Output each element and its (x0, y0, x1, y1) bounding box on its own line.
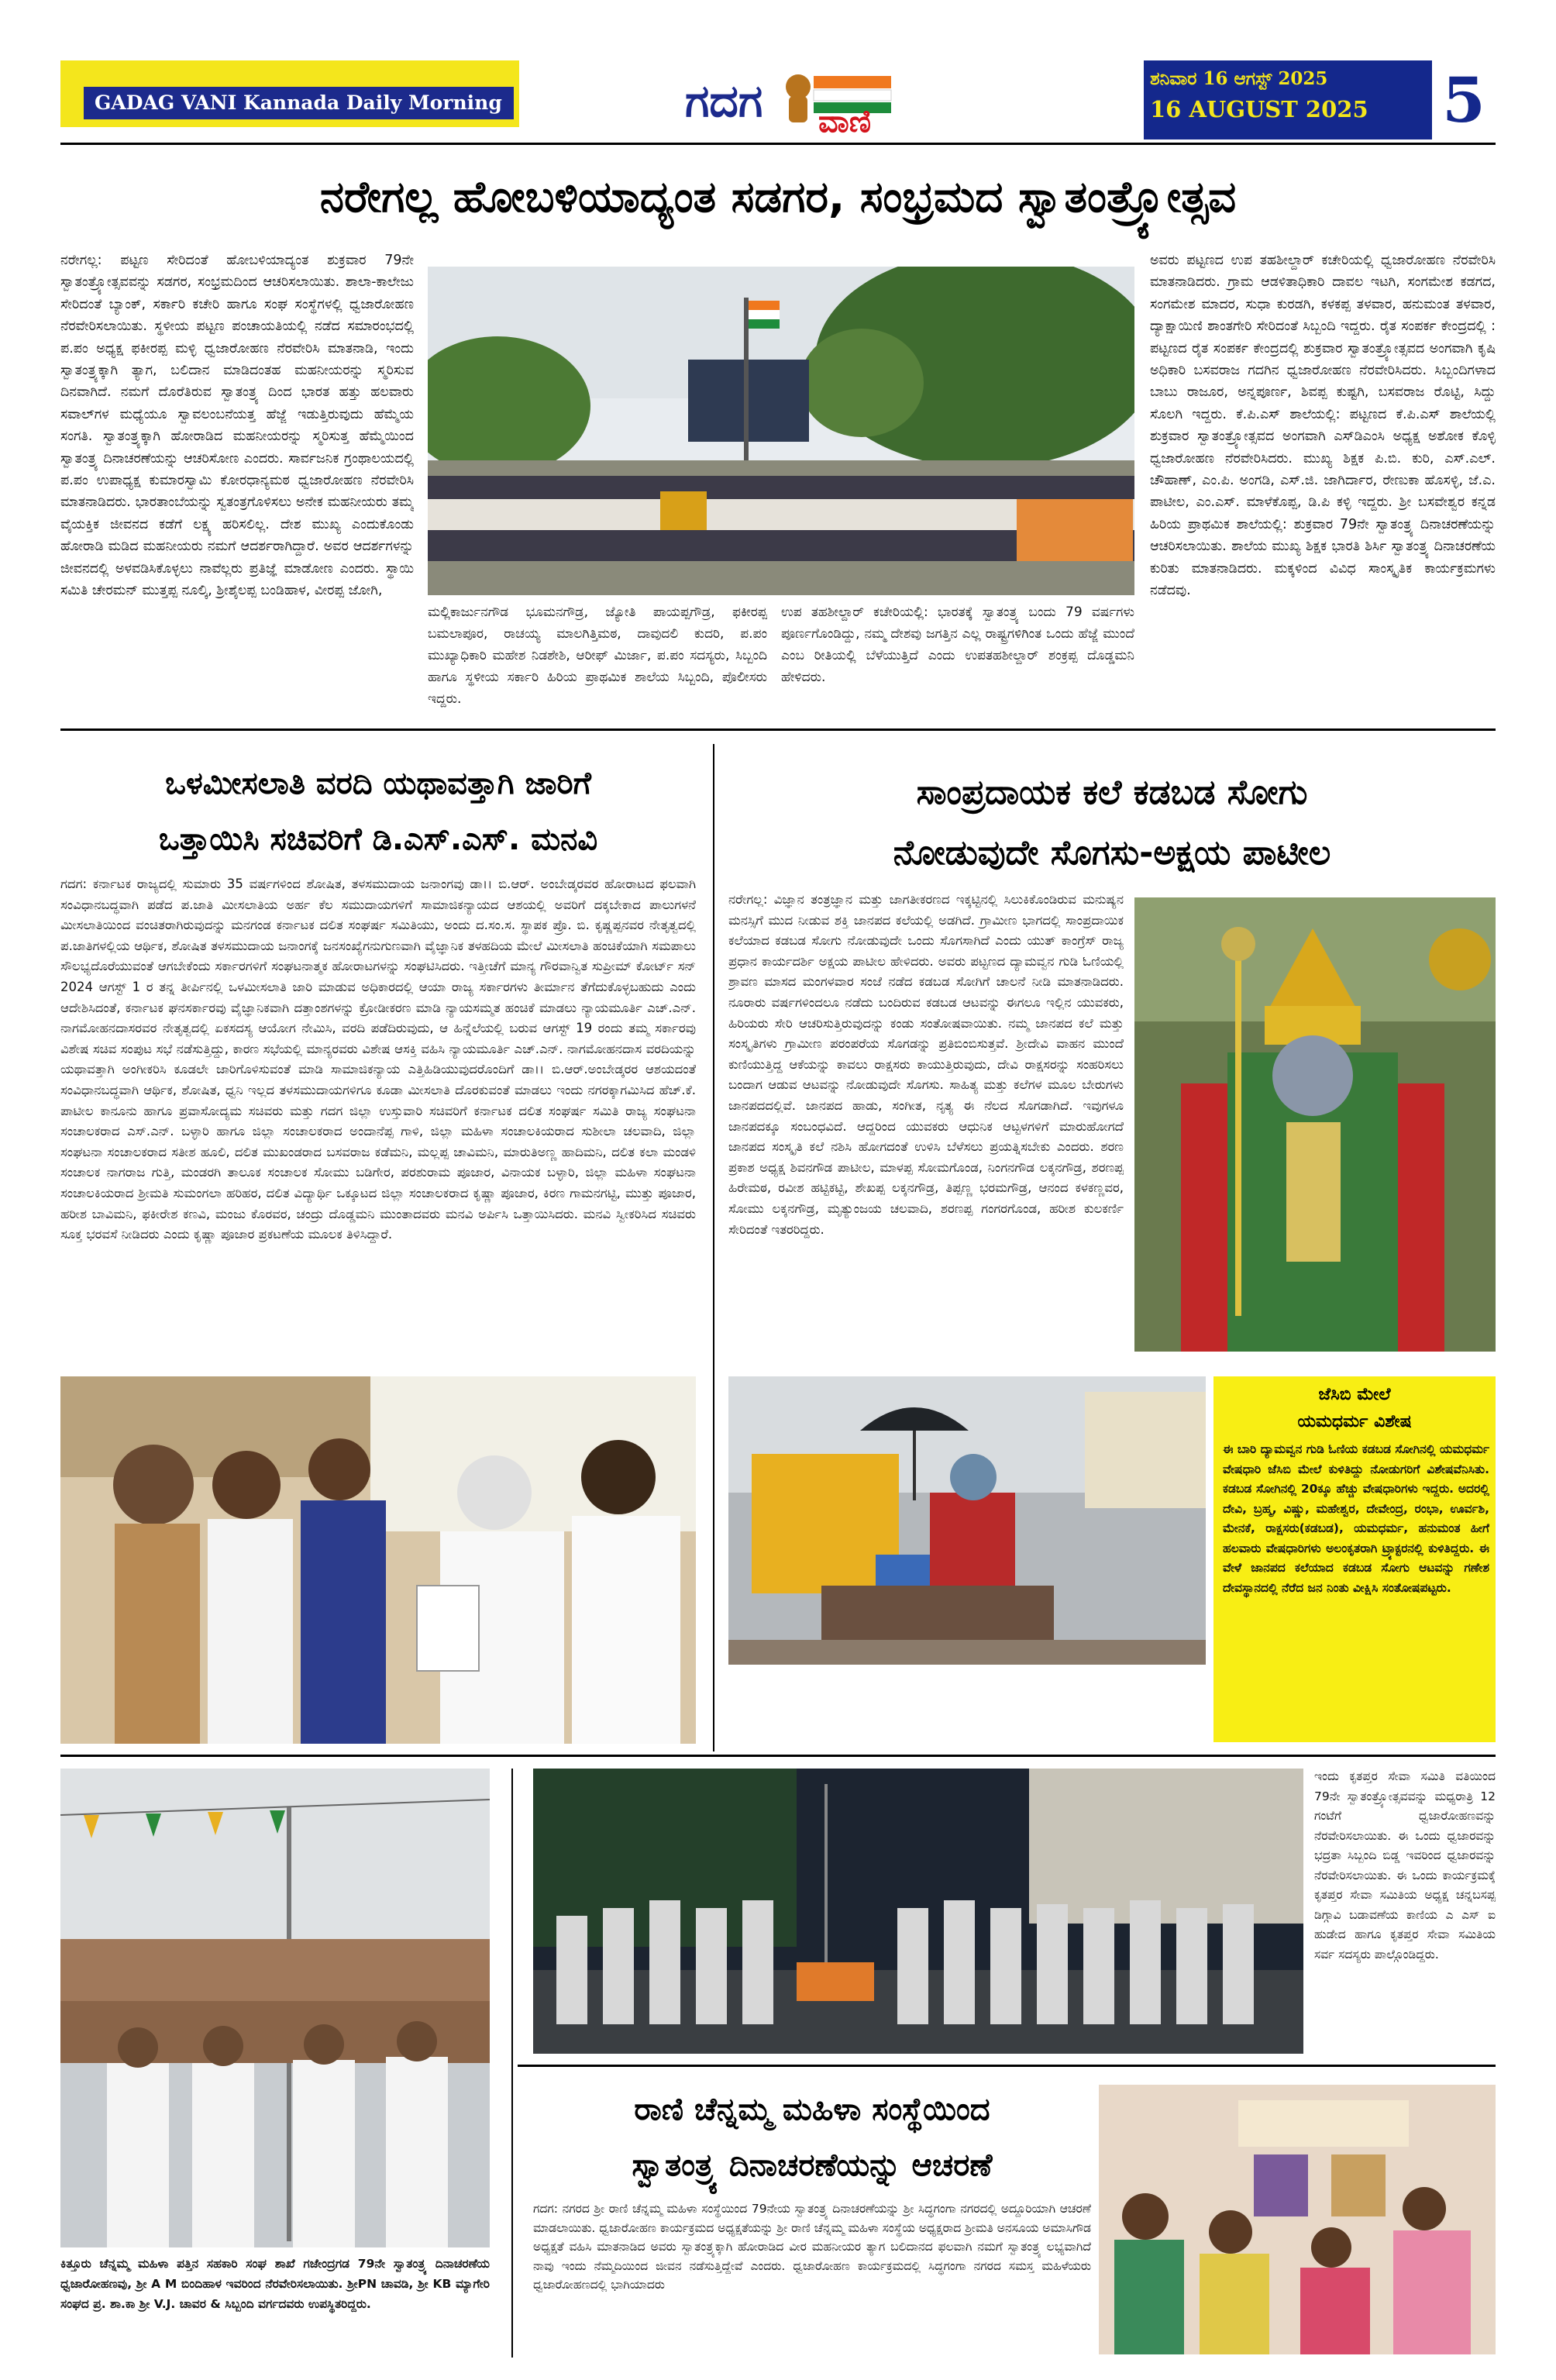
masthead-rule (60, 143, 1496, 145)
bottom-rule (518, 2065, 1496, 2067)
jcb-box-body: ಈ ಬಾರಿ ದ್ಯಾಮವ್ವನ ಗುಡಿ ಓಣಿಯ ಕಡಬಡ ಸೋಗಿನಲ್ಲಿ ಯಮಧರ್ಮ ವೇಷಧಾರಿ ಜೆಸಿಬಿ ಮೇಲೆ ಕುಳಿತಿದ್ದು ನೋಡುಗರಿಗೆ ವಿಶೇಷವೆನಿಸಿತು. ಕಡಬಡ ಸೋಗಿನಲ್ಲಿ 20ಕ್ಕೂ ಹೆಚ್ಚು ವೇಷಧಾರಿಗಳು ಇದ್ದರು. ಅದರಲ್ಲಿ ದೇವಿ, ಬ್ರಹ್ಮ, ವಿಷ್ಣು, ಮಹೇಶ್ವರ, ದೇವೇಂದ್ರ, ರಂಭಾ, ಊರ್ವಶಿ, ಮೇನಕೆ, ರಾಕ್ಷಸರು(ಕಡಬಡ), ಯಮಧರ್ಮ, ಹನುಮಂತ ಹೀಗೆ ಹಲವಾರು ವೇಷಧಾರಿಗಳು ಅಲಂಕೃತರಾಗಿ ಟ್ರ್ಯಾಕ್ಟರನಲ್ಲಿ ಕುಳಿತಿದ್ದರು. ಈ ವೇಳೆ ಜಾನಪದ ಕಲೆಯಾದ ಕಡಬಡ ಸೋಗು ಆಟವನ್ನು ಗಣೇಶ ದೇವಸ್ಥಾನದಲ್ಲಿ ನೆರೆದ ಜನ ನಿಂತು ವೀಕ್ಷಿಸಿ ಸಂತೋಷಪಟ್ಟರು. (1223, 1442, 1489, 1595)
page-number: 5 (1432, 60, 1496, 139)
yamadharma-costume-photo (1134, 897, 1496, 1352)
bottom-headline-line1: ರಾಣಿ ಚೆನ್ನಮ್ಮ ಮಹಿಳಾ ಸಂಸ್ಥೆಯಿಂದ (634, 2092, 990, 2127)
date-english: 16 AUGUST 2025 (1150, 96, 1368, 122)
masthead-label: GADAG VANI Kannada Daily Morning (84, 87, 514, 119)
jcb-procession-photo (728, 1376, 1206, 1665)
story1-caption: ಮಲ್ಲಿಕಾರ್ಜುನಗೌಡ ಭೂಮನಗೌಡ್ರ, ಜ್ಯೋತಿ ಪಾಯಪ್ಪಗೌಡ್ರ, ಫಕೀರಪ್ಪ ಬಮಲಾಪೂರ, ರಾಚಯ್ಯ ಮಾಲಗಿತ್ತಿಮಠ, ದಾವುದಲಿ ಕುದರಿ, ಪ.ಪಂ ಮುಖ್ಯಾಧಿಕಾರಿ ಮಹೇಶ ನಿಡಶೇಶಿ, ಆರೀಫ್ ಮಿರ್ಜಾ, ಪ.ಪಂ ಸದಸ್ಯರು, ಸಿಬ್ಬಂದಿ ಹಾಗೂ ಸ್ಥಳೀಯ ಸರ್ಕಾರಿ ಹಿರಿಯ ಪ್ರಾಥಮಿಕ ಶಾಲೆಯ ಸಿಬ್ಬಂದಿ, ಪೊಲೀಸರು ಇದ್ದರು. (428, 604, 767, 707)
flag-hoisting-photo (428, 267, 1134, 595)
jcb-box-title-line2: ಯಮಧರ್ಮ ವಿಶೇಷ (1297, 1412, 1412, 1431)
story1-column4: ಅವರು ಪಟ್ಟಣದ ಉಪ ತಹಶೀಲ್ದಾರ್ ಕಚೇರಿಯಲ್ಲಿ ಧ್ವಜಾರೋಹಣ ನೆರವೇರಿಸಿ ಮಾತನಾಡಿದರು. ಗ್ರಾಮ ಆಡಳಿತಾಧಿಕಾರಿ ದಾವಲ ಇಟಗಿ, ಸಂಗಮೇಶ ಕಡಗದ, ಸಂಗಮೇಶ ಮಾದರ, ಸುಧಾ ಕುರಡಗಿ, ಕಳಕಪ್ಪ ತಳವಾರ, ಹನುಮಂತ ತಳವಾರ, ದ್ಯಾಕ್ಷಾಯಿಣಿ ಶಾಂತಗೇರಿ ಸೇರಿದಂತೆ ಸಿಬ್ಬಂದಿ ಇದ್ದರು. ರೈತ ಸಂಪರ್ಕ ಕೇಂದ್ರದಲ್ಲಿ : ಪಟ್ಟಣದ ರೈತ ಸಂಪರ್ಕ ಕೇಂದ್ರದಲ್ಲಿ ಶುಕ್ರವಾರ ಸ್ವಾತಂತ್ರ್ಯೋತ್ಸವದ ಅಂಗವಾಗಿ ಕೃಷಿ ಅಧಿಕಾರಿ ಬಸವರಾಜ ಗದಗಿನ ಧ್ವಜಾರೋಹಣ ನೆರವೇರಿಸಿದರು. ಸಿಬ್ಬಂದಿಗಳಾದ ಬಾಬು ರಾಜೂರ, ಅನ್ನಪೂರ್ಣ, ಶಿವಪ್ಪ ಕುಷ್ಟಗಿ, ಬಸವರಾಜ ರೊಟ್ಟಿ, ಸಿದ್ದು ಸೊಲಗಿ ಇದ್ದರು. ಕೆ.ಪಿ.ಎಸ್ ಶಾಲೆಯಲ್ಲಿ: ಪಟ್ಟಣದ ಕೆ.ಪಿ.ಎಸ್ ಶಾಲೆಯಲ್ಲಿ ಶುಕ್ರವಾರ ಸ್ವಾತಂತ್ರ್ಯೋತ್ಸವದ ಅಂಗವಾಗಿ ಎಸ್‌ಡಿಎಂಸಿ ಅಧ್ಯಕ್ಷ ಅಶೋಕ ಕೊಳ್ಳಿ ಧ್ವಜಾರೋಹಣ ನೆರವೇರಿಸಿದರು. ಮುಖ್ಯ ಶಿಕ್ಷಕ ಪಿ.ಬಿ. ಕುರಿ, ಎಸ್.ಎಲ್. ಚೌಹಾಣ್, ಎಂ.ಪಿ. ಅಂಗಡಿ, ಎಸ್.ಜಿ. ಜಾಗಿರ್ದಾರ, ರೇಣುಕಾ ಹೊಸಳ್ಳಿ, ಜೆ.ಎ. ಪಾಟೀಲ, ಎಂ.ಎಸ್. ಮಾಳೆಕೊಪ್ಪ, ಡಿ.ಪಿ ಕಳ್ಳಿ ಇದ್ದರು. ಶ್ರೀ ಬಸವೇಶ್ವರ ಕನ್ನಡ ಹಿರಿಯ ಪ್ರಾಥಮಿಕ ಶಾಲೆಯಲ್ಲಿ: ಶುಕ್ರವಾರ 79ನೇ ಸ್ವಾತಂತ್ರ್ಯ ದಿನಾಚರಣೆಯನ್ನು ಆಚರಿಸಲಾಯಿತು. ಶಾಲೆಯ ಮುಖ್ಯ ಶಿಕ್ಷಕ ಭಾರತಿ ಶಿರ್ಸಿ ಸ್ವಾತಂತ್ರ್ಯ ದಿನಾಚರಣೆಯ ಕುರಿತು ಮಾತನಾಡಿದರು. ಮಕ್ಕಳಿಂದ ವಿವಿಧ ಸಾಂಸ್ಕೃತಿಕ ಕಾರ್ಯಕ್ರಮಗಳು ನಡೆದವು. (1150, 253, 1496, 599)
story1-caption2: ಉಪ ತಹಶೀಲ್ದಾರ್ ಕಚೇರಿಯಲ್ಲಿ: ಭಾರತಕ್ಕೆ ಸ್ವಾತಂತ್ರ್ಯ ಬಂದು 79 ವರ್ಷಗಳು ಪೂರ್ಣಗೊಂಡಿದ್ದು, ನಮ್ಮ ದೇಶವು ಜಗತ್ತಿನ ಎಲ್ಲ ರಾಷ್ಟ್ರಗಳಿಗಿಂತ ಒಂದು ಹೆಜ್ಜೆ ಮುಂದೆ ಎಂಬ ರೀತಿಯಲ್ಲಿ ಬೆಳೆಯುತ್ತಿದೆ ಎಂದು ಉಪತಹಶೀಲ್ದಾರ್ ಶಂಕ್ರಪ್ಪ ದೊಡ್ಡಮನಿ ಹೇಳಿದರು. (781, 604, 1134, 685)
svg-text:ವಾಣಿ: ವಾಣಿ (818, 103, 872, 139)
story1-headline: ನರೇಗಲ್ಲ ಹೋಬಳಿಯಾದ್ಯಂತ ಸಡಗರ, ಸಂಭ್ರಮದ ಸ್ವಾತಂತ್ರ್ಯೋತ್ಸವ (319, 172, 1237, 222)
story1-rule (60, 728, 1496, 731)
newspaper-logo (680, 59, 897, 139)
rani-chennamma-photo (1099, 2085, 1496, 2354)
gajendragad-photo (60, 1769, 490, 2247)
story3-body: ನರೇಗಲ್ಲ: ವಿಜ್ಞಾನ ತಂತ್ರಜ್ಞಾನ ಮತ್ತು ಜಾಗತೀಕರಣದ ಇಕ್ಕಟ್ಟಿನಲ್ಲಿ ಸಿಲುಕಿಕೊಂಡಿರುವ ಮನುಷ್ಯನ ಮನಸ್ಸಿಗೆ ಮುದ ನೀಡುವ ಶಕ್ತಿ ಜಾನಪದ ಕಲೆಯಲ್ಲಿ ಅಡಗಿದೆ. ಗ್ರಾಮೀಣ ಭಾಗದಲ್ಲಿ ಸಾಂಪ್ರದಾಯಿಕ ಕಲೆಯಾದ ಕಡಬಡ ಸೋಗು ನೋಡುವುದೇ ಒಂದು ಸೊಗಸಾಗಿದೆ ಎಂದು ಯುತ್ ಕಾಂಗ್ರೆಸ್ ರಾಜ್ಯ ಪ್ರಧಾನ ಕಾರ್ಯದರ್ಶಿ ಅಕ್ಷಯ ಪಾಟೀಲ ಹೇಳಿದರು. ಅವರು ಪಟ್ಟಣದ ದ್ಯಾಮವ್ವನ ಗುಡಿ ಓಣಿಯಲ್ಲಿ ಶ್ರಾವಣ ಮಾಸದ ಮಂಗಳವಾರ ಸಂಜೆ ನಡೆದ ಕಡಬಡ ಸೋಗಿಗೆ ಚಾಲನೆ ನೀಡಿ ಮಾತನಾಡಿದರು. ನೂರಾರು ವರ್ಷಗಳಿಂದಲೂ ನಡೆದು ಬಂದಿರುವ ಕಡಬಡ ಆಟವನ್ನು ಈಗಲೂ ಇಲ್ಲಿನ ಯುವಕರು, ಹಿರಿಯರು ಸೇರಿ ಆಚರಿಸುತ್ತಿರುವುದನ್ನು ಕಂಡು ಸಂತೋಷವಾಯಿತು. ನಮ್ಮ ಜಾನಪದ ಕಲೆ ಮತ್ತು ಸಂಸ್ಕೃತಿಗಳು ಗ್ರಾಮೀಣ ಪರಂಪರೆಯ ಸೊಗಡನ್ನು ಪ್ರತಿಬಿಂಬಿಸುತ್ತವೆ. ಶ್ರೀದೇವಿ ವಾಹನ ಮುಂದೆ ಕುಣಿಯುತ್ತಿದ್ದ ಆಕೆಯನ್ನು ಕಾವಲು ರಾಕ್ಷಸರು ಕಾಯುತ್ತಿರುವುದು, ದೇವಿ ರಾಕ್ಷಸರನ್ನು ಸಂಹರಿಸಲು ಬಂದಾಗ ಆಡುವ ಆಟವನ್ನು ನೋಡುವುದೇ ಸೊಗಸು. ಸಾಹಿತ್ಯ ಮತ್ತು ಕಲೆಗಳ ಮೂಲ ಬೇರುಗಳು ಜಾನಪದದಲ್ಲಿವೆ. ಜಾನಪದ ಹಾಡು, ಸಂಗೀತ, ನೃತ್ಯ ಈ ನೆಲದ ಸೊಗಡಾಗಿದೆ. ಇವುಗಳೂ ಜಾನಪದಕ್ಕೂ ಸಂಬಂಧವಿದೆ. ಆದ್ದರಿಂದ ಯುವಕರು ಆಧುನಿಕ ಆಟ್ಟಳಗಳಿಗೆ ಮಾರುಹೋಗದೆ ಜಾನಪದ ಸಂಸ್ಕೃತಿ ಕಲೆ ನಶಿಸಿ ಹೋಗದಂತೆ ಉಳಿಸಿ ಬೆಳೆಸಲು ಪ್ರಯತ್ನಿಸಬೇಕು ಎಂದರು. ಶರಣ ಪ್ರಕಾಶ ಅಧ್ಯಕ್ಷ ಶಿವನಗೌಡ ಪಾಟೀಲ, ಮಾಳಪ್ಪ ಸೋಮಗೊಂಡ, ನಿಂಗನಗೌಡ ಲಕ್ಕನಗೌಡ್ರ, ಶರಣಪ್ಪ ಹಿರೇಮಠ, ರವೀಶ ಹಟ್ಟಿಕಟ್ಟಿ, ಶೇಖಪ್ಪ ಲಕ್ಕನಗೌಡ್ರ, ತಿಪ್ಪಣ್ಣ ಭರಮಗೌಡ್ರ, ಆನಂದ ಕಳಕಣ್ಣವರ, ಸೋಮು ಲಕ್ಕನಗೌಡ್ರ, ಮೃತ್ಯುಂಜಯ ಚಲವಾದಿ, ಶರಣಪ್ಪ ಗಂಗರಗೊಂಡ, ಹರೀಶ ಕುಲಕರ್ಣಿ ಸೇರಿದಂತೆ ಇತರರಿದ್ದರು. (728, 892, 1124, 1237)
story3-headline-line1: ಸಾಂಪ್ರದಾಯಕ ಕಲೆ ಕಡಬಡ ಸೋಗು (916, 773, 1308, 812)
gajendragad-caption: ಕಿತ್ತೂರು ಚೆನ್ನಮ್ಮ ಮಹಿಳಾ ಪತ್ತಿನ ಸಹಕಾರಿ ಸಂಘ ಶಾಖೆ ಗಜೇಂದ್ರಗಡ 79ನೇ ಸ್ವಾತಂತ್ರ್ಯ ದಿನಾಚರಣೆಯ ಧ್ವಜಾರೋಹಣವು, ಶ್ರೀ A M ಬಿಂದಿಹಾಳ ಇವರಿಂದ ನೆರವೇರಿಸಲಾಯಿತು. ಶ್ರೀPN ಚಾವಡಿ, ಶ್ರೀ KB ಮ್ಯಾಗೇರಿ ಸಂಘದ ಪ್ರ. ಶಾ.ಕಾ ಶ್ರೀ V.J. ಚಾವರ & ಸಿಬ್ಬಂದಿ ವರ್ಗದವರು ಉಪಸ್ಥಿತರಿದ್ದರು. (60, 2257, 490, 2311)
bottom-body: ಗದಗ: ನಗರದ ಶ್ರೀ ರಾಣಿ ಚೆನ್ನಮ್ಮ ಮಹಿಳಾ ಸಂಸ್ಥೆಯಿಂದ 79ನೇಯ ಸ್ವಾತಂತ್ರ್ಯ ದಿನಾಚರಣೆಯನ್ನು ಶ್ರೀ ಸಿದ್ಧಗಂಗಾ ನಗರದಲ್ಲಿ ಅದ್ದೂರಿಯಾಗಿ ಆಚರಣೆ ಮಾಡಲಾಯಿತು. ಧ್ವಜಾರೋಹಣ ಕಾರ್ಯಕ್ರಮದ ಅಧ್ಯಕ್ಷತೆಯನ್ನು ಶ್ರೀ ರಾಣಿ ಚೆನ್ನಮ್ಮ ಮಹಿಳಾ ಸಂಸ್ಥೆಯ ಅಧ್ಯಕ್ಷರಾದ ಶ್ರೀಮತಿ ಅನಸೂಯ ಅಮಾಸಿಗೌಡ ಅಧ್ಯಕ್ಷತೆ ವಹಿಸಿ ಮಾತನಾಡಿದ ಅವರು ಸ್ವಾತಂತ್ರ್ಯಕ್ಕಾಗಿ ಹೋರಾಡಿದ ವೀರ ಮಹನೀಯರ ತ್ಯಾಗ ಬಲಿದಾನದ ಫಲವಾಗಿ ನಮಗೆ ಸ್ವಾತಂತ್ರ್ಯ ಲಭ್ಯವಾಗಿದೆ ನಾವು ಇಂದು ನೆಮ್ಮದಿಯಿಂದ ಜೀವನ ನಡೆಸುತ್ತಿದ್ದೇವೆ ಎಂದರು. ಧ್ವಜಾರೋಹಣ ಕಾರ್ಯಕ್ರಮದಲ್ಲಿ ಸಿದ್ಧಗಂಗಾ ನಗರದ ಸಮಸ್ತ ಮಹಿಳೆಯರು ಧ್ವಜಾರೋಹಣದಲ್ಲಿ ಭಾಗಿಯಾದರು (533, 2202, 1091, 2292)
column-divider (713, 744, 714, 1751)
story2-headline-line2: ಒತ್ತಾಯಿಸಿ ಸಚಿವರಿಗೆ ಡಿ.ಎಸ್.ಎಸ್. ಮನವಿ (158, 821, 598, 857)
story3-headline-line2: ನೋಡುವುದೇ ಸೊಗಸು-ಅಕ್ಷಯ ಪಾಟೀಲ (893, 833, 1331, 873)
date-kannada: ಶನಿವಾರ 16 ಆಗಸ್ಟ್ 2025 (1150, 68, 1328, 89)
story2-headline-line1: ಒಳಮೀಸಲಾತಿ ವರದಿ ಯಥಾವತ್ತಾಗಿ ಜಾರಿಗೆ (165, 766, 591, 801)
bottom-column-divider (511, 1769, 513, 2358)
svg-text:ಗದಗ: ಗದಗ (685, 74, 763, 127)
story1-column1: ನರೇಗಲ್ಲ: ಪಟ್ಟಣ ಸೇರಿದಂತೆ ಹೋಬಳಿಯಾದ್ಯಂತ ಶುಕ್ರವಾರ 79ನೇ ಸ್ವಾತಂತ್ರ್ಯೋತ್ಸವವನ್ನು ಸಡಗರ, ಸಂಭ್ರಮದಿಂದ ಆಚರಿಸಲಾಯಿತು. ಶಾಲಾ-ಕಾಲೇಜು ಸೇರಿದಂತೆ ಬ್ಯಾಂಕ್, ಸರ್ಕಾರಿ ಕಚೇರಿ ಹಾಗೂ ಸಂಘ ಸಂಸ್ಥೆಗಳಲ್ಲಿ ಧ್ವಜಾರೋಹಣ ನೆರವೇರಿಸಲಾಯಿತು. ಸ್ಥಳೀಯ ಪಟ್ಟಣ ಪಂಚಾಯತಿಯಲ್ಲಿ ನಡೆದ ಸಮಾರಂಭದಲ್ಲಿ ಪ.ಪಂ ಅಧ್ಯಕ್ಷ ಫಕೀರಪ್ಪ ಮಳ್ಳಿ ಧ್ವಜಾರೋಹಣ ನೆರವೇರಿಸಿ ಮಾತನಾಡಿ, ಇಂದು ಸ್ವಾತಂತ್ರ್ಯಕ್ಕಾಗಿ ತ್ಯಾಗ, ಬಲಿದಾನ ಮಾಡಿದಂತಹ ಮಹನೀಯರನ್ನು ಸ್ಮರಿಸುವ ದಿನವಾಗಿದೆ. ನಮಗೆ ದೊರೆತಿರುವ ಸ್ವಾತಂತ್ರ್ಯ ದಿಂದ ಭಾರತ ಹತ್ತು ಹಲವಾರು ಸವಾಲ್‌ಗಳ ಮಧ್ಯೆಯೂ ಸ್ವಾವಲಂಬನೆಯತ್ತ ಹೆಜ್ಜೆ ಇಡುತ್ತಿರುವುದು ಹೆಮ್ಮೆಯ ಸಂಗತಿ. ಸ್ವಾತಂತ್ರ್ಯಕ್ಕಾಗಿ ಹೋರಾಡಿದ ಮಹನೀಯರನ್ನು ಸ್ಮರಿಸುತ್ತ ಹೆಮ್ಮೆಯಿಂದ ಸ್ವಾತಂತ್ರ್ಯ ದಿನಾಚರಣೆಯನ್ನು ಆಚರಿಸೋಣ ಎಂದರು. ಸಾರ್ವಜನಿಕ ಗ್ರಂಥಾಲಯದಲ್ಲಿ ಪ.ಪಂ ಉಪಾಧ್ಯಕ್ಷ ಕುಮಾರಸ್ವಾಮಿ ಕೋರಧಾನ್ಯಮಠ ಧ್ವಜಾರೋಹಣ ನೆರವೇರಿಸಿ ಮಾತನಾಡಿದರು. ಭಾರತಾಂಬೆಯನ್ನು ಸ್ವತಂತ್ರಗೊಳಿಸಲು ಅನೇಕ ಮಹನೀಯರು ತಮ್ಮ ವೈಯಕ್ತಿಕ ಜೀವನದ ಕಡೆಗೆ ಲಕ್ಷ್ಯ ಹರಿಸಲಿಲ್ಲ. ದೇಶ ಮುಖ್ಯ ಎಂದುಕೊಂಡು ಹೋರಾಡಿ ಮಡಿದ ಮಹನೀಯರು ನಮಗೆ ಆದರ್ಶರಾಗಿದ್ದಾರೆ. ಅವರ ಆದರ್ಶಗಳನ್ನು ಜೀವನದಲ್ಲಿ ಅಳವಡಿಸಿಕೊಳ್ಳಲು ನಾವೆಲ್ಲರು ಪ್ರತಿಜ್ಞೆ ಮಾಡೋಣ ಎಂದರು. ಸ್ಥಾಯಿ ಸಮಿತಿ ಚೇರಮನ್ ಮುತ್ತಪ್ಪ ನೂಲ್ಕಿ, ಶ್ರೀಶೈಲಪ್ಪ ಬಂಡಿಹಾಳ, ವೀರಪ್ಪ ಜೋಗಿ, (60, 253, 414, 599)
midnight-flag-photo (533, 1769, 1303, 2054)
jcb-box-title-line1: ಜೆಸಿಬಿ ಮೇಲೆ (1318, 1385, 1391, 1404)
midnight-flag-text: ಇಂದು ಕೃತಪ್ತರ ಸೇವಾ ಸಮಿತಿ ವತಿಯಿಂದ 79ನೇ ಸ್ವಾತಂತ್ರ್ಯೋತ್ಸವವನ್ನು ಮಧ್ಯರಾತ್ರಿ 12 ಗಂಟೆಗೆ ಧ್ವಜಾರೋಹಣವನ್ನು ನೆರವೇರಿಸಲಾಯಿತು. ಈ ಒಂದು ಧ್ವಜಾರವನ್ನು ಭದ್ರತಾ ಸಿಬ್ಬಂದಿ ಬಿಡ್ಡ ಇವರಿಂದ ಧ್ವಜಾರವನ್ನು ನೆರವೇರಿಸಲಾಯಿತು. ಈ ಒಂದು ಕಾರ್ಯಕ್ರಮಕ್ಕೆ ಕೃತಪ್ತರ ಸೇವಾ ಸಮಿತಿಯ ಅಧ್ಯಕ್ಷ ಚನ್ನಬಸಪ್ಪ ಡಿಗ್ಗಾವಿ ಬಡಾವಣೆಯ ಕಾಣಿಯ ಎ ಎಸ್ ಐ ಹುಡೇದ ಹಾಗೂ ಕೃತಪ್ತರ ಸೇವಾ ಸಮಿತಿಯ ಸರ್ವ ಸದಸ್ಯರು ಪಾಲ್ಗೊಂಡಿದ್ದರು. (1314, 1769, 1496, 1962)
bottom-headline-line2: ಸ್ವಾತಂತ್ರ್ಯ ದಿನಾಚರಣೆಯನ್ನು ಆಚರಣೆ (632, 2148, 993, 2183)
section-rule (60, 1755, 1496, 1757)
story2-body: ಗದಗ: ಕರ್ನಾಟಕ ರಾಜ್ಯದಲ್ಲಿ ಸುಮಾರು 35 ವರ್ಷಗಳಿಂದ ಶೋಷಿತ, ತಳಸಮುದಾಯ ಜನಾಂಗವು ಡಾ।। ಬಿ.ಆರ್. ಅಂಬೇಡ್ಕರವರ ಹೋರಾಟದ ಫಲವಾಗಿ ಸಂವಿಧಾನಬದ್ಧವಾಗಿ ಪಡೆದ ಪ.ಜಾತಿ ಮೀಸಲಾತಿಯ ಅರ್ಹ ಕೆಲ ಸಮುದಾಯಗಳಿಗೆ ಸಾಮಾಜಿಕನ್ಯಾಯದ ಆಶಯಲ್ಲಿ ಅವರಿಗೆ ದಕ್ಕಬೇಕಾದ ಪಾಲುಗಳನೆ ಮೀಸಲಾತಿಯಿಂದ ವಂಚಿತರಾಗಿರುವುದನ್ನು ಮನಗಂಡ ಕರ್ನಾಟಕ ದಲಿತ ಸಂಘರ್ಷ ಸಮಿತಿಯು, ಅಂದು ದ.ಸಂ.ಸ. ಸ್ಥಾಪಕ ಪ್ರೊ. ಬಿ. ಕೃಷ್ಣಪ್ಪನವರ ನೇತೃತ್ವದಲ್ಲಿ ಪ.ಜಾತಿಗಳಲ್ಲಿಯ ಆರ್ಥಿಕ, ಶೋಷಿತ ತಳಸಮುದಾಯ ಜನಾಂಗಕ್ಕೆ ಜನಸಂಖ್ಯೆಗನುಗುಣವಾಗಿ ವೈಜ್ಞಾನಿಕ ತಳಹದಿಯ ಮೇಲೆ ಮೀಸಲಾತಿ ಹಂಚಿಕೆಯಾಗಿ ಸಮಪಾಲು ಸೌಲಭ್ಯದೊರೆಯುವಂತೆ ಆಗಬೇಕೆಂದು ಸರ್ಕಾರಗಳಿಗೆ ಸಂಘಟನಾತ್ಮಕ ಹೋರಾಟಗಳನ್ನು ಸಂಘಟಿಸಿದರು. ಇತ್ತೀಚೆಗೆ ಮಾನ್ಯ ಗೌರವಾನ್ವಿತ ಸುಪ್ರೀಮ್ ಕೋರ್ಟ್ ಸನ್ 2024 ಆಗಸ್ಟ್ 1 ರ ತನ್ನ ತೀರ್ಪಿನಲ್ಲಿ ಒಳಮೀಸಲಾತಿ ಜಾರಿ ಮಾಡುವ ಅಧಿಕಾರದಲ್ಲಿ ಆಯಾ ರಾಜ್ಯ ಸರ್ಕಾರಗಳು ತೀರ್ಮಾನ ತೆಗೆದುಕೊಳ್ಳಬಹುದು ಎಂದು ಆದೇಶಿಸಿದಂತೆ, ಕರ್ನಾಟಕ ಘನಸರ್ಕಾರವು ವೈಜ್ಞಾನಿಕವಾಗಿ ದತ್ತಾಂಶಗಳನ್ನು ಕ್ರೋಡೀಕರಣ ಮಾಡಿ ನ್ಯಾಯಸಮ್ಮತ ಹಂಚಿಕೆ ಮಾಡಲು ನ್ಯಾಯಮೂರ್ತಿ ಎಚ್.ಎನ್. ನಾಗಮೋಹನದಾಸರವರ ನೇತೃತ್ವದಲ್ಲಿ ಏಕಸದಸ್ಯ ಆಯೋಗ ನೇಮಿಸಿ, ವರದಿ ಪಡೆದಿರುವುದು, ಆ ಹಿನ್ನೆಲೆಯಲ್ಲಿ ಬರುವ ಆಗಸ್ಟ್ 19 ರಂದು ತಮ್ಮ ಸರ್ಕಾರವು ವಿಶೇಷ ಸಚಿವ ಸಂಪುಟ ಸಭೆ ನಡೆಸುತ್ತಿದ್ದು, ಕಾರಣ ಸಭೆಯಲ್ಲಿ ಮಾನ್ಯರವರು ವಿಶೇಷ ಆಸಕ್ತಿ ವಹಿಸಿ ನ್ಯಾಯಮೂರ್ತಿ ಎಚ್.ಎನ್. ನಾಗಮೋಹನದಾಸ ವರದಿಯನ್ನು ಯಥಾವತ್ತಾಗಿ ಅಂಗೀಕರಿಸಿ ಕೂಡಲೇ ಜಾರಿಗೊಳಿಸುವಂತೆ ಮಾಡಿ ಸಾಮಾಜಿಕನ್ಯಾಯ ಎತ್ತಿಹಿಡಿಯುವುದರೊಂದಿಗೆ ಡಾ।। ಬಿ.ಆರ್.ಅಂಬೇಡ್ಕರರ ಆಶಯದಂತೆ ಸಂವಿಧಾನಬದ್ಧವಾಗಿ ಆರ್ಥಿಕ, ಶೋಷಿತ, ಧ್ವನಿ ಇಲ್ಲದ ತಳಸಮುದಾಯಗಳಿಗೂ ಕೂಡಾ ಮೀಸಲಾತಿ ದೊರಕುವಂತೆ ಮಾಡಲು ಇಂದು ನಗರಕ್ಕಾಗಮಿಸಿದ ಹೆಚ್.ಕೆ. ಪಾಟೀಲ ಕಾನೂನು ಹಾಗೂ ಪ್ರವಾಸೋದ್ಯಮ ಸಚಿವರು ಮತ್ತು ಗದಗ ಜಿಲ್ಲಾ ಉಸ್ತುವಾರಿ ಸಚಿವರಿಗೆ ಕರ್ನಾಟಕ ದಲಿತ ಸಂಘರ್ಷ ಸಮಿತಿ ರಾಜ್ಯ ಸಂಘಟನಾ ಸಂಚಾಲಕರಾದ ಎಸ್.ಎನ್. ಬಳ್ಳಾರಿ ಹಾಗೂ ಜಿಲ್ಲಾ ಸಂಚಾಲಕರಾದ ಅಂದಾನೆಪ್ಪ ಗಾಳಿ, ಜಿಲ್ಲಾ ಮಹಿಳಾ ಸಂಚಾಲಕಿಯರಾದ ಸುಶೀಲಾ ಚಲವಾದಿ, ಜಿಲ್ಲಾ ಸಂಘಟನಾ ಸಂಚಾಲಕರಾದ ಸತೀಶ ಹೂಲಿ, ದಲಿತ ಮುಖಂಡರಾದ ಬಸವರಾಜ ಕಡೆಮನಿ, ಮಲ್ಲಪ್ಪ ಚಾವಿಮನಿ, ಮಾರುತಿಅಣ್ಣ ಹಾದಿಮನಿ, ದಲಿತ ಕಲಾ ಮಂಡಳಿ ಸಂಚಾಲಕ ನಾಗರಾಜ ಗುತ್ತಿ, ಮಂಡರಗಿ ತಾಲೂಕ ಸಂಚಾಲಕ ಸೋಮು ಬಡಿಗೇರ, ಪರಶುರಾಮ ಪೂಜಾರ, ವಿನಾಯಕ ಬಳ್ಳಾರಿ, ಜಿಲ್ಲಾ ಮಹಿಳಾ ಸಂಘಟನಾ ಸಂಚಾಲಕಿಯರಾದ ಶ್ರೀಮತಿ ಸುಮಂಗಲಾ ಹರಿಹರ, ದಲಿತ ವಿದ್ಯಾರ್ಥಿ ಒಕ್ಕೂಟದ ಜಿಲ್ಲಾ ಸಂಚಾಲಕರಾದ ಕೃಷ್ಣಾ ಪೂಜಾರ, ಕಿರಣ ಗಾಮನಗಟ್ಟಿ, ಮುತ್ತು ಪೂಜಾರ, ಹರೀಶ ಬಾವಿಮನಿ, ಫಕೀರೇಶ ಕಣವಿ, ಮಂಜು ಕೊರವರ, ಚಂದ್ರು ದೊಡ್ಡಮನಿ ಮುಂತಾದವರು ಮನವಿ ಅರ್ಪಿಸಿ ಒತ್ತಾಯಿಸಿದರು. ಮನವಿ ಸ್ವೀಕರಿಸಿದ ಸಚಿವರು ಸೂಕ್ತ ಭರವಸೆ ನೀಡಿದರು ಎಂದು ಕೃಷ್ಣಾ ಪೂಜಾರ ಪ್ರಕಟಣೆಯ ಮೂಲಕ ತಿಳಿಸಿದ್ದಾರೆ. (60, 877, 696, 1242)
memorandum-photo (60, 1376, 696, 1744)
